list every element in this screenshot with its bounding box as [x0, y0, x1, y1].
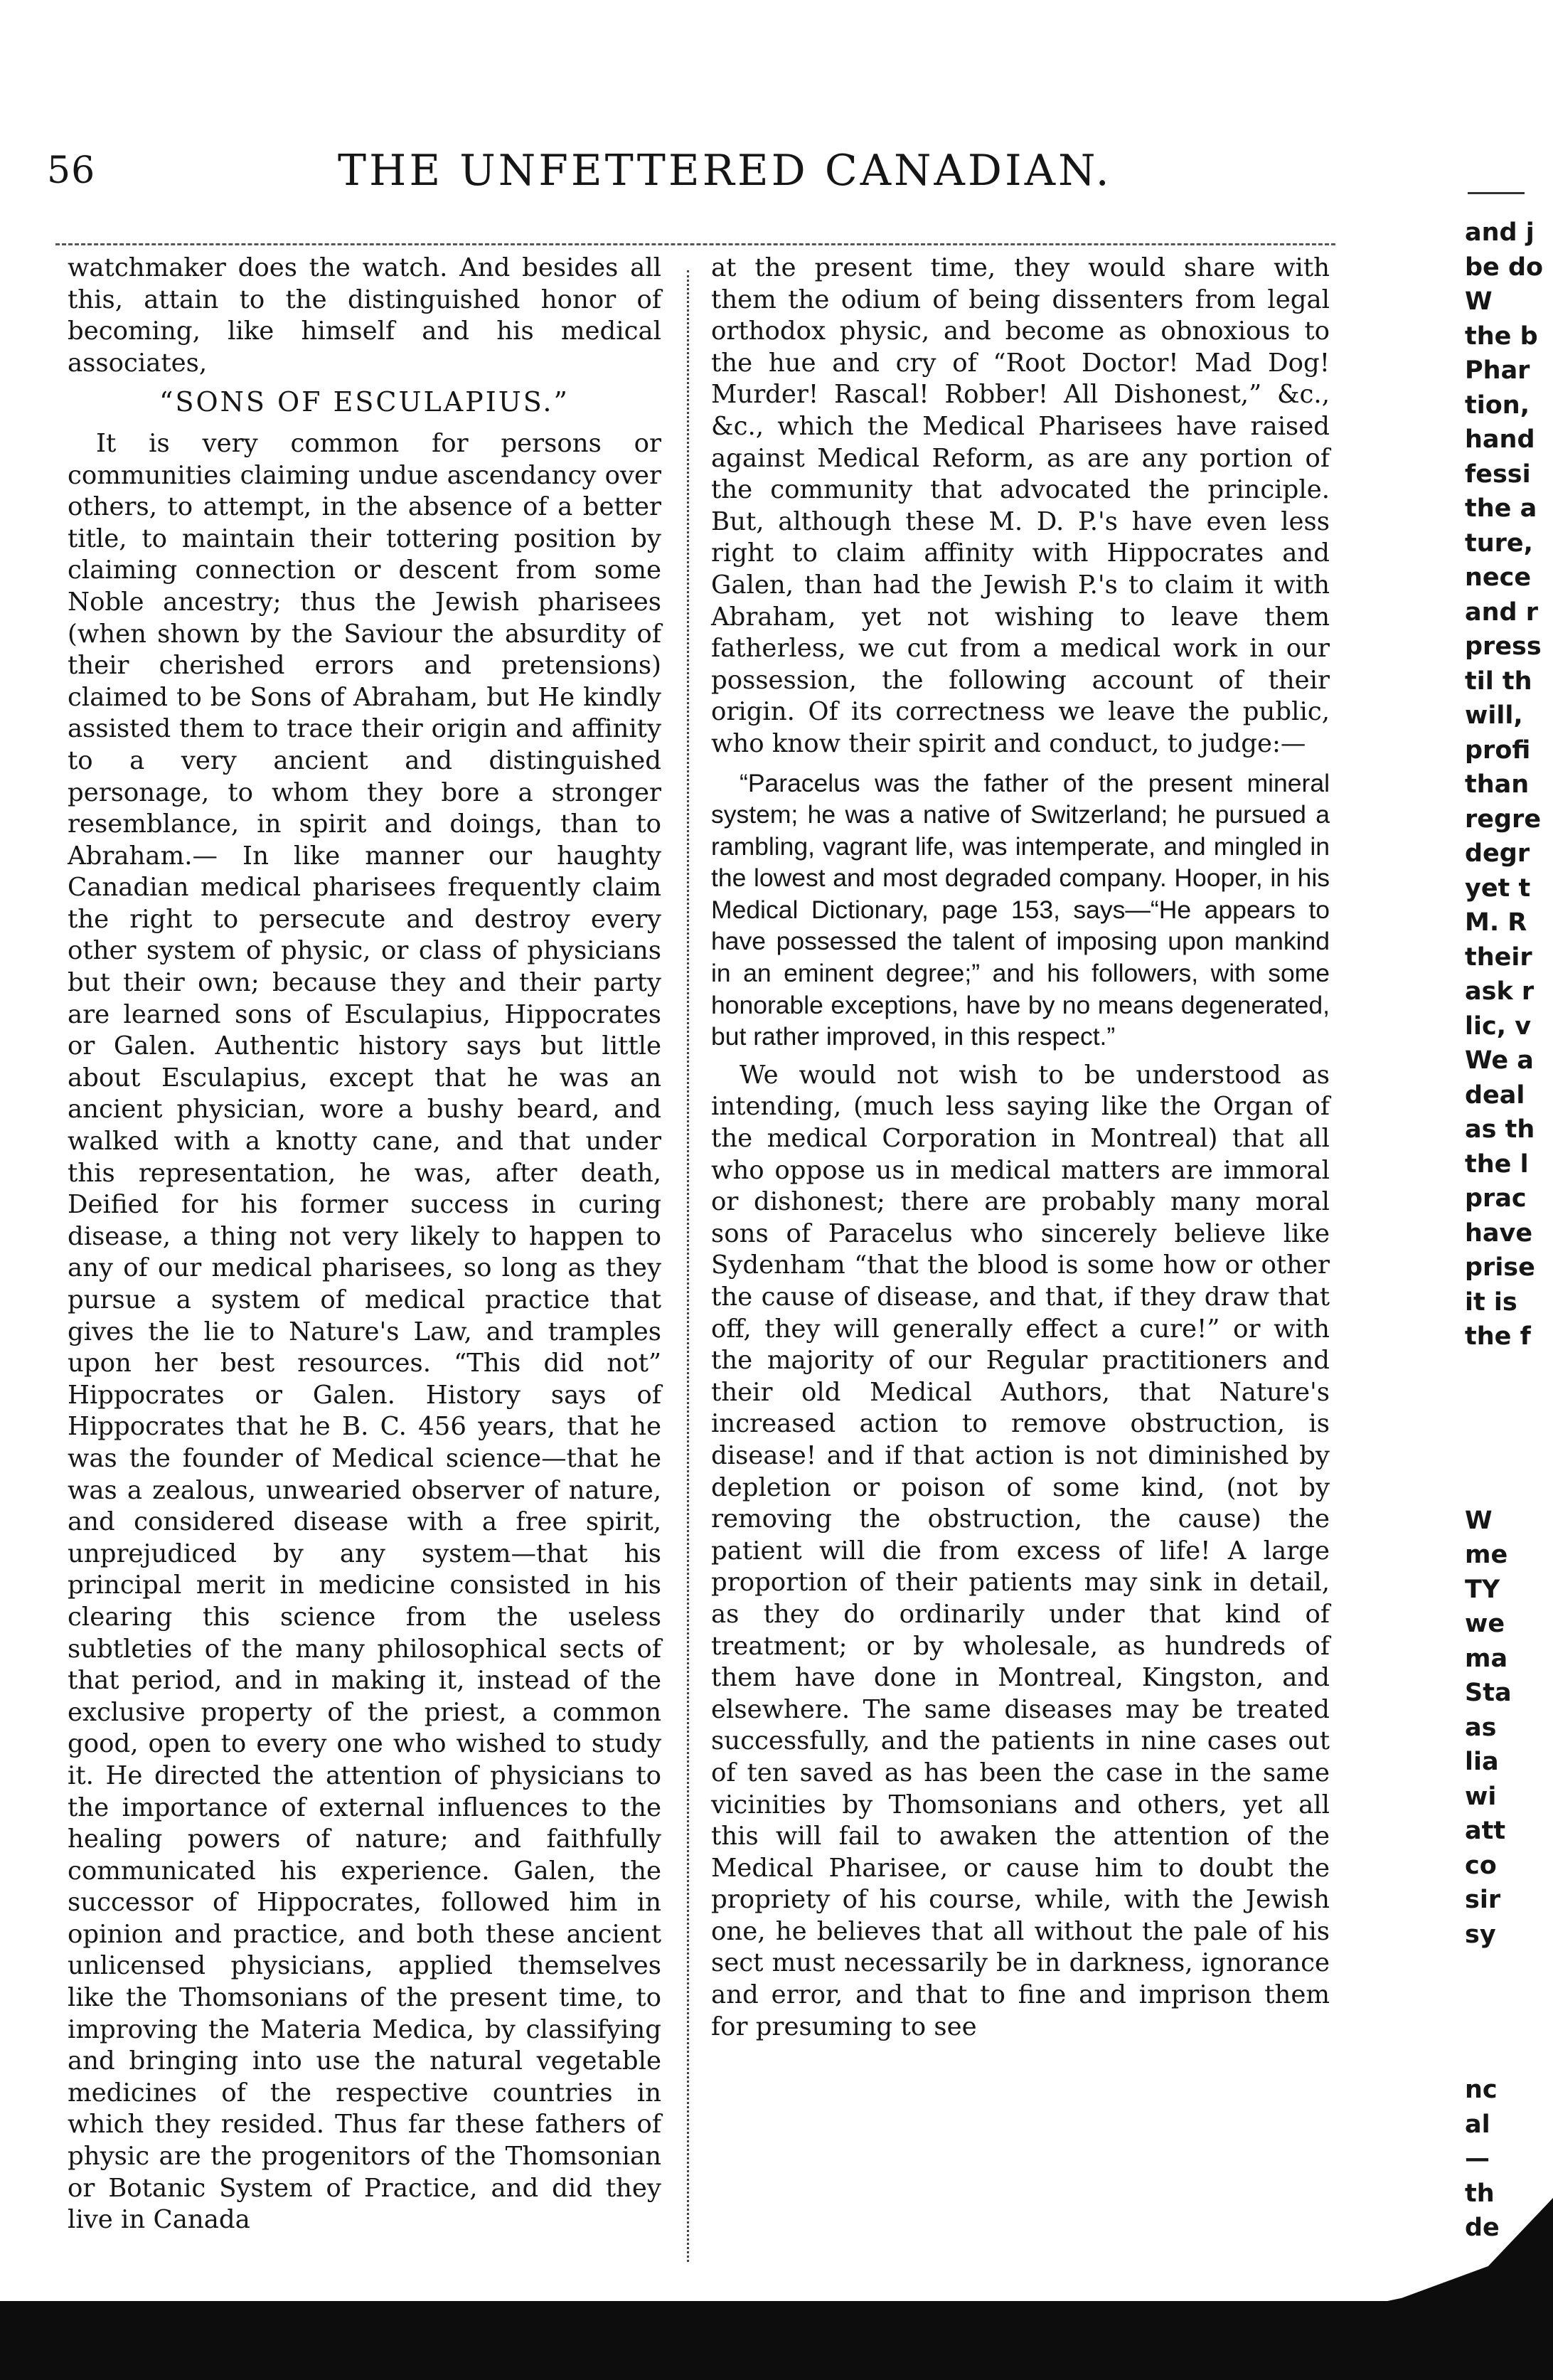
running-head-title: THE UNFETTERED CANADIAN.: [338, 146, 1112, 196]
facing-page-line: hand: [1465, 425, 1535, 454]
facing-page-line: lia: [1465, 1748, 1499, 1776]
facing-page-line: it is: [1465, 1287, 1517, 1317]
paragraph: at the present time, they would share with them the odium of being dissenters from legal orthodox physic, and become as obnoxious to the hue and cry of “Root Doctor! Mad Dog! Murder! Rascal! Robber! All Dishonest,” &c., &c., which the Medical Pharisees have raised against Medical Reform, as are any portion of the community that advocated the principle. But, although these M. D. P.'s have even less right to claim affinity with Hippocrates and Galen, than had the Jewish P.'s to claim it with Abraham, yet not wishing to leave them fatherless, we cut from a medical work in our possession, the following account of their origin. Of its correctness we leave the public, who know their spirit and conduct, to judge:—: [711, 253, 1330, 758]
facing-page-line: wi: [1465, 1782, 1497, 1811]
facing-page-line: the b: [1465, 322, 1538, 351]
header-rule: [55, 243, 1335, 245]
facing-page-lines-a: [1465, 216, 1553, 1354]
facing-page-line: deal: [1465, 1080, 1525, 1110]
facing-page-line: We a: [1465, 1046, 1534, 1075]
facing-page-line: as th: [1465, 1115, 1535, 1144]
facing-page-line: me: [1465, 1541, 1508, 1569]
facing-page-line: the a: [1465, 494, 1537, 523]
facing-page-line: have: [1465, 1218, 1533, 1248]
facing-page-line: co: [1465, 1851, 1497, 1880]
paragraph: We would not wish to be understood as intending, (much less saying like the Organ of the medical Corporation in Montreal) that all who oppose us in medical matters are immoral or dishonest; there are probably many moral sons of Paracelus who sincerely believe like Sydenham “that the blood is some how or other the cause of disease, and that, if they draw that off, they will generally effect a cure!” or with the majority of our Regular practitioners and their old Medical Authors, that Nature's increased action to remove obstruction, is disease! and if that action is not diminished by depletion or poison of some kind, (not by removing the obstruction, the cause) the patient will die from excess of life! A large proportion of their patients may sink in detail, as they do ordinarily under that kind of treatment; or by wholesale, as hundreds of them have done in Montreal, Kingston, and elsewhere. The same diseases may be treated successfully, and the patients in nine cases out of ten saved as has been the case in the same vicinities by Thomsonians and others, yet all this will fail to awaken the attention of the Medical Pharisee, or cause him to doubt the propriety of his course, while, with the Jewish one, he believes that all without the pale of his sect must necessarily be in darkness, ignorance and error, and that to fine and imprison them for presuming to see: [711, 1060, 1330, 2041]
facing-page-line: ask r: [1465, 977, 1535, 1006]
facing-page-lines-b: [1465, 1504, 1553, 1953]
text-column-right: [711, 253, 1330, 2379]
paragraph: It is very common for persons or communities claiming undue ascendancy over others, to attempt, in the absence of a better title, to maintain their tottering position by claiming connection or descent from some Noble ancestry; thus the Jewish pharisees (when shown by the Saviour the absurdity of their cherished errors and pretensions) claimed to be Sons of Abraham, but He kindly assisted them to trace their origin and affinity to a very ancient and distinguished personage, to whom they bore a stronger resemblance, in spirit and doings, than to Abraham.— In like manner our haughty Canadian medical pharisees frequently claim the right to persecute and destroy every other system of physic, or class of physicians but their own; because they and their party are learned sons of Esculapius, Hippocrates or Galen. Authentic history says but little about Esculapius, except that he was an ancient physician, wore a bushy beard, and walked with a knotty cane, and that under this representation, he was, after death, Deified for his former success in curing disease, a thing not very likely to happen to any of our medical pharisees, so long as they pursue a system of medical practice that gives the lie to Nature's Law, and tramples upon her best resources. “This did not” Hippocrates or Galen. History says of Hippocrates that he B. C. 456 years, that he was the founder of Medical science—that he was a zealous, unwearied observer of nature, and considered disease with a free spirit, unprejudiced by any system—that his principal merit in medicine consisted in his clearing this science from the useless subtleties of the many philosophical sects of that period, and in making it, instead of the exclusive property of the priest, a common good, open to every one who wished to study it. He directed the attention of physicians to the importance of external influences to the healing powers of nature; and faithfully communicated his experience. Galen, the successor of Hippocrates, followed him in opinion and practice, and both these ancient unlicensed physicians, applied themselves like the Thomsonians of the present time, to improving the Materia Medica, by classifying and bringing into use the natural vegetable medicines of the respective countries in which they resided. Thus far these fathers of physic are the progenitors of the Thomsonian or Botanic System of Practice, and did they live in Canada: [68, 428, 661, 2235]
facing-page-line: al: [1465, 2110, 1490, 2139]
facing-page-rule: [1468, 192, 1525, 194]
quotation-block: “Paracelus was the father of the present mineral system; he was a native of Switzerland; he pursued a rambling, vagrant life, was intemperate, and mingled in the lowest and most degraded company. Hooper, in his Medical Dictionary, page 153, says—“He appears to have possessed the talent of imposing upon mankind in an eminent degree;” and his followers, with some honorable exceptions, have by no means degenerated, but rather improved, in this respect.”: [711, 768, 1330, 1051]
facing-page-line: tion,: [1465, 391, 1530, 420]
paragraph: watchmaker does the watch. And besides all this, attain to the distinguished honor of becoming, like himself and his medical associates,: [68, 253, 661, 378]
column-divider: [687, 270, 689, 2262]
facing-page-line: profi: [1465, 735, 1531, 765]
facing-page-line: press: [1465, 632, 1542, 661]
facing-page-line: ture,: [1465, 528, 1533, 558]
facing-page-line: nc: [1465, 2076, 1498, 2104]
facing-page-line: sy: [1465, 1920, 1496, 1949]
facing-page-line: as: [1465, 1713, 1497, 1742]
facing-page-line: fessi: [1465, 459, 1531, 489]
facing-page-line: ma: [1465, 1644, 1508, 1673]
facing-page-line: be do: [1465, 253, 1544, 282]
facing-page-line: att: [1465, 1817, 1506, 1845]
facing-page-line: Phar: [1465, 356, 1530, 385]
facing-page-line: Sta: [1465, 1679, 1512, 1707]
facing-page-line: M. R: [1465, 908, 1527, 937]
scan-bottom-band: [0, 2301, 1553, 2380]
facing-page-line: W: [1465, 287, 1493, 316]
facing-page-line: TY: [1465, 1575, 1500, 1604]
facing-page-line: regre: [1465, 804, 1542, 834]
facing-page-line: prac: [1465, 1184, 1527, 1213]
facing-page-line: W: [1465, 1506, 1493, 1535]
facing-page-line: we: [1465, 1610, 1505, 1638]
facing-page-line: degr: [1465, 839, 1530, 868]
facing-page-line: than: [1465, 770, 1530, 799]
facing-page-line: their: [1465, 942, 1532, 972]
text-column-left: [68, 253, 661, 2379]
facing-page-line: and j: [1465, 218, 1535, 247]
facing-page-line: de: [1465, 2214, 1500, 2242]
facing-page-line: and r: [1465, 597, 1539, 627]
facing-page-line: nece: [1465, 563, 1532, 592]
facing-page-line: til th: [1465, 666, 1532, 696]
facing-page-line: lic, v: [1465, 1011, 1532, 1041]
facing-page-line: the f: [1465, 1322, 1531, 1351]
page-number: 56: [47, 149, 96, 192]
facing-page-line: yet t: [1465, 873, 1531, 903]
facing-page-fragment: [1465, 178, 1553, 2242]
facing-page-line: prise: [1465, 1253, 1535, 1282]
facing-page-line: —: [1465, 2145, 1490, 2173]
facing-page-line: sir: [1465, 1886, 1501, 1914]
facing-page-line: will,: [1465, 701, 1523, 730]
facing-page-line: the l: [1465, 1149, 1529, 1179]
section-heading: “SONS OF ESCULAPIUS.”: [159, 386, 570, 418]
facing-page-line: th: [1465, 2179, 1495, 2208]
